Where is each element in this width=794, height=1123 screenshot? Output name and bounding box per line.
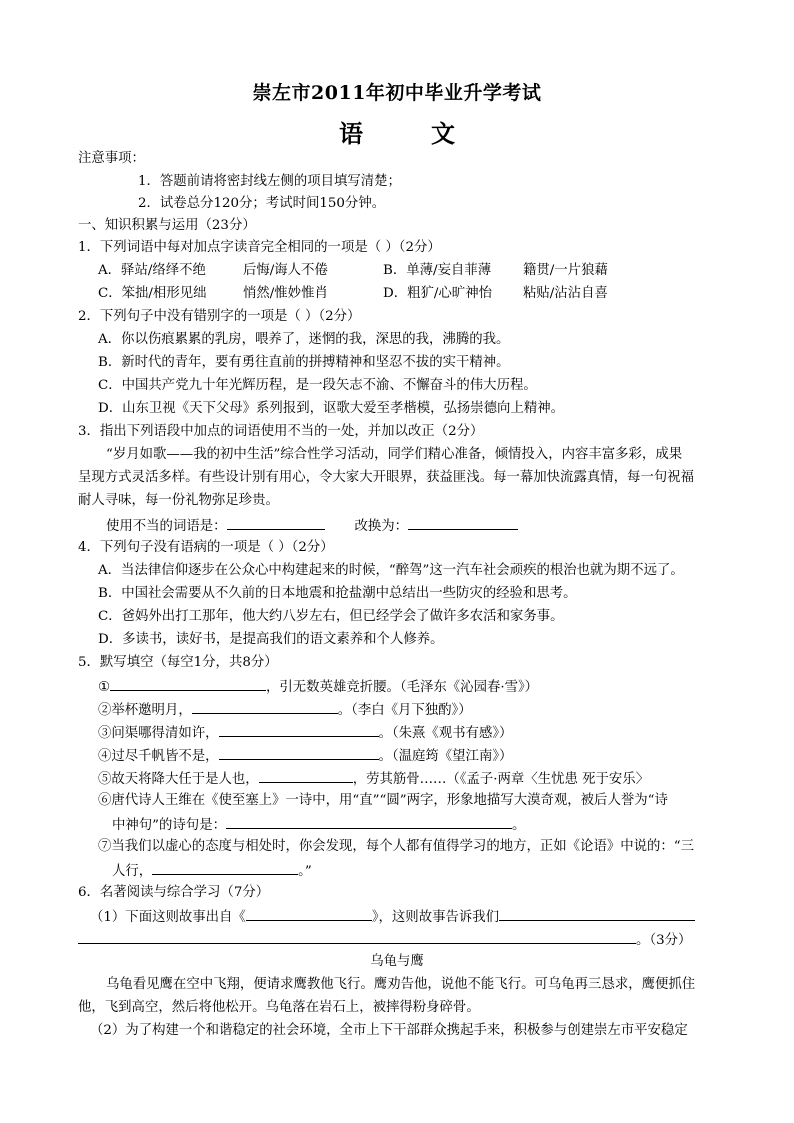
q3-fix-blank[interactable]: [408, 516, 518, 530]
q2-option-c: C．中国共产党九十年光辉历程，是一段矢志不渝、不懈奋斗的伟大历程。: [98, 378, 537, 393]
q2-option-b: B．新时代的青年，要有勇往直前的拼搏精神和坚忍不拔的实干精神。: [98, 355, 510, 370]
q3-wrong-label: 使用不当的词语是：: [106, 519, 227, 534]
q4-option-a: A．当法律信仰逐步在公众心中构建起来的时候，“醉驾”这一汽车社会顽疾的根治也就为期不远了。: [98, 563, 684, 578]
q1-option-c-word1: C．笨拙/相形见绌: [98, 286, 207, 301]
q5-item-3-blank[interactable]: [219, 723, 379, 737]
q6-sub1-line-1: [90, 907, 695, 927]
q5-stem: 5．默写填空（每空1分，共8分）: [78, 655, 278, 670]
q5-item-1-pre: ①: [98, 680, 111, 695]
q5-item-4: [98, 746, 512, 766]
q5-item-2: [98, 700, 472, 720]
q5-item-5-post: ，劳其筋骨……（《孟子·两章〈生忧患 死于安乐〉: [352, 772, 650, 787]
q5-item-6-line-2: [112, 815, 525, 835]
story-title: 乌龟与鹰: [370, 954, 424, 969]
q1-option-b-word1: B．单薄/妄自菲薄: [383, 263, 492, 278]
q5-item-2-pre: ②举杯邀明月，: [98, 703, 192, 718]
q3-wrong-blank[interactable]: [227, 516, 325, 530]
q5-item-3-post: 。（朱熹《观书有感》）: [378, 726, 513, 741]
q1-option-d-word1: D．粗犷/心旷神怡: [383, 286, 492, 301]
q5-item-1-blank[interactable]: [110, 677, 266, 691]
q3-paragraph-line-3: 耐人寻味，每一份礼物弥足珍贵。: [78, 493, 279, 508]
q4-option-d: D．多读书，读好书，是提高我们的语文素养和个人修养。: [98, 632, 444, 647]
q6-sub1-line-2: [78, 930, 691, 950]
q4-option-b: B．中国社会需要从不久前的日本地震和抢盐潮中总结出一些防灾的经验和思考。: [98, 586, 577, 601]
q5-item-7-line-1: ⑦当我们以虚心的态度与相处时，你会发现，每个人都有值得学习的地方，正如《论语》中说的：“三: [98, 839, 695, 854]
q3-stem: 3．指出下列语段中加点的词语使用不当的一处，并加以改正（2分）: [78, 424, 484, 439]
q6-sub2-line-1: （2）为了构建一个和谐稳定的社会环境，全市上下干部群众携起手来，积极参与创建崇左市平安稳定: [90, 1023, 688, 1038]
q5-item-1: [98, 677, 538, 697]
q1-option-a: [98, 262, 206, 280]
q1-option-d-word2: 粘贴/沾沾自喜: [523, 286, 608, 301]
subject-title: 语 文: [339, 119, 477, 148]
q6-book-blank[interactable]: [246, 907, 372, 921]
notice-item-1: 1．答题前请将密封线左侧的项目填写清楚；: [138, 174, 401, 189]
q3-paragraph-line-2: 呈现方式灵活多样。有些设计别有用心，令大家大开眼界，获益匪浅。每一幕加快流露真情，每一句祝福: [78, 470, 694, 485]
q5-item-7-post: 。”: [298, 864, 312, 879]
q5-item-1-post: ，引无数英雄竞折腰。（毛泽东《沁园春·雪》）: [266, 680, 539, 695]
q6-sub1-pre: （1）下面这则故事出自《: [90, 910, 246, 925]
q5-item-5-blank[interactable]: [259, 769, 353, 783]
q5-item-4-blank[interactable]: [219, 746, 379, 760]
q3-answer-line: [106, 516, 518, 536]
q1-stem: 1．下列词语中每对加点字读音完全相同的一项是（ ）（2分）: [78, 240, 441, 255]
q5-item-2-post: 。（李白《月下独酌》）: [337, 703, 472, 718]
q3-paragraph-line-1: “岁月如歌——我的初中生活”综合性学习活动，同学们精心准备，倾情投入，内容丰富多彩，成果: [106, 447, 683, 462]
q5-item-5-pre: ⑤故天将降大任于是人也，: [98, 772, 259, 787]
q5-item-6-pre: 中神句”的诗句是：: [112, 818, 226, 833]
q6-stem: 6．名著阅读与综合学习（7分）: [78, 885, 270, 900]
q6-lesson-blank-1[interactable]: [499, 907, 695, 921]
q5-item-2-blank[interactable]: [192, 700, 338, 714]
q2-option-a: A．你以伤痕累累的乳房，喂养了，迷惘的我，深思的我，沸腾的我。: [98, 332, 510, 347]
q1-option-b-word2: 籍贯/一片狼藉: [523, 263, 608, 278]
q1-option-a-word2: 后悔/诲人不倦: [243, 263, 328, 278]
section-heading: 一、知识积累与运用（23分）: [78, 218, 256, 233]
q5-item-6-line-1: ⑥唐代诗人王维在《使至塞上》一诗中，用“直”“圆”两字，形象地描写大漠奇观，被后人誉为“诗: [98, 793, 668, 808]
q5-item-3: [98, 723, 512, 743]
q5-item-6-blank[interactable]: [226, 815, 512, 829]
story-line-2: 他，飞到高空，然后将他松开。乌龟落在岩石上，被摔得粉身碎骨。: [78, 1000, 480, 1015]
q1-option-c-word2: 悄然/惟妙惟肖: [243, 286, 328, 301]
notice-item-2: 2．试卷总分120分；考试时间150分钟。: [138, 196, 386, 211]
q5-item-3-pre: ③问渠哪得清如许，: [98, 726, 219, 741]
q3-fix-label: 改换为：: [354, 519, 409, 534]
exam-title: 崇左市2011年初中毕业升学考试: [252, 82, 542, 104]
q5-item-7-pre: 人行，: [112, 864, 153, 879]
q4-option-c: C．爸妈外出打工那年，他大约八岁左右，但已经学会了做许多农活和家务事。: [98, 609, 564, 624]
q5-item-5: [98, 769, 649, 789]
q6-lesson-blank-2[interactable]: [78, 930, 636, 944]
q5-item-4-post: 。（温庭筠《望江南》）: [378, 749, 513, 764]
notice-label: 注意事项：: [78, 151, 145, 166]
q4-stem: 4．下列句子没有语病的一项是（ ）（2分）: [78, 540, 334, 555]
q5-item-4-pre: ④过尽千帆皆不是，: [98, 749, 219, 764]
q1-option-a-word1: A．驿站/络绎不绝: [98, 263, 206, 278]
q5-item-6-post: 。: [511, 818, 526, 833]
story-line-1: 乌龟看见鹰在空中飞翔，便请求鹰教他飞行。鹰劝告他，说他不能飞行。可乌龟再三恳求，鹰便抓住: [106, 977, 696, 992]
q2-option-d: D．山东卫视《天下父母》系列报到，讴歌大爱至孝楷模，弘扬崇德向上精神。: [98, 401, 565, 416]
q2-stem: 2．下列句子中没有错别字的一项是（ ）（2分）: [78, 309, 361, 324]
q5-item-7-line-2: [112, 861, 312, 881]
q6-sub1-end: 。（3分）: [636, 933, 692, 948]
q5-item-7-blank[interactable]: [152, 861, 298, 875]
q6-sub1-mid: 》，这则故事告诉我们: [371, 910, 500, 925]
